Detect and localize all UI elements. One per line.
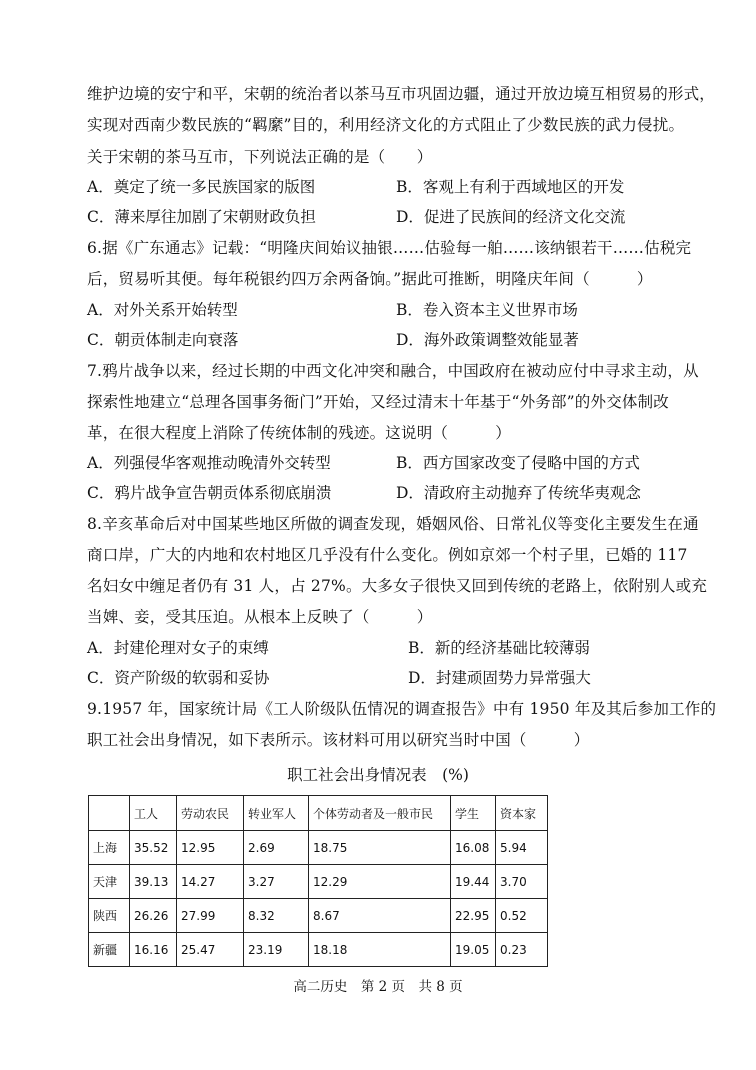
question-8-line: 8.辛亥革命后对中国某些地区所做的调查发现，婚姻风俗、日常礼仪等变化主要发生在通: [87, 515, 699, 533]
table-cell: 新疆: [89, 933, 130, 967]
table-cell: 天津: [89, 865, 130, 899]
question-7-line: 革，在很大程度上消除了传统体制的残迹。这说明（ ）: [87, 424, 511, 442]
table-cell: 23.19: [244, 933, 309, 967]
table-row: [89, 933, 548, 967]
option-b: B．客观上有利于西域地区的开发: [396, 178, 625, 196]
table-cell: 12.29: [309, 865, 451, 899]
question-6-line: 后，贸易听其便。每年税银约四万余两备饷。”据此可推断，明隆庆年间（ ）: [87, 270, 653, 288]
question-prompt: 关于宋朝的茶马互市，下列说法正确的是（ ）: [87, 148, 433, 166]
option-d: D．促进了民族间的经济文化交流: [396, 208, 626, 226]
option-a: A．列强侵华客观推动晚清外交转型: [87, 454, 331, 472]
option-b: B．卷入资本主义世界市场: [396, 301, 578, 319]
table-cell: 26.26: [130, 899, 177, 933]
option-b: B．西方国家改变了侵略中国的方式: [396, 454, 640, 472]
table-cell: 8.67: [309, 899, 451, 933]
question-8-line: 商口岸，广大的内地和农村地区几乎没有什么变化。例如京郊一个村子里，已婚的 117: [87, 546, 688, 564]
table-cell: 12.95: [177, 831, 244, 865]
table-cell: 2.69: [244, 831, 309, 865]
table-title: 职工社会出身情况表 (%): [287, 766, 469, 784]
table-cell: 陕西: [89, 899, 130, 933]
option-d: D．海外政策调整效能显著: [396, 331, 579, 349]
table-cell: 8.32: [244, 899, 309, 933]
question-9-line: 职工社会出身情况，如下表所示。该材料可用以研究当时中国（ ）: [87, 731, 590, 749]
table-cell: 3.27: [244, 865, 309, 899]
header-cell: 学生: [451, 796, 496, 831]
text-line: 维护边境的安宁和平，宋朝的统治者以茶马互市巩固边疆，通过开放边境互相贸易的形式，: [87, 85, 716, 103]
question-9-line: 9.1957 年，国家统计局《工人阶级队伍情况的调查报告》中有 1950 年及其后参加工作的: [87, 700, 717, 718]
table-cell: 16.08: [451, 831, 496, 865]
table-cell: 14.27: [177, 865, 244, 899]
option-b: B．新的经济基础比较薄弱: [408, 639, 590, 657]
table-cell: 18.18: [309, 933, 451, 967]
table-cell: 16.16: [130, 933, 177, 967]
option-a: A．对外关系开始转型: [87, 301, 238, 319]
table-cell: 35.52: [130, 831, 177, 865]
table-row: [89, 899, 548, 933]
data-table: [88, 795, 548, 967]
option-c: C．资产阶级的软弱和妥协: [87, 669, 270, 687]
header-cell: 转业军人: [244, 796, 309, 831]
question-7-line: 7.鸦片战争以来，经过长期的中西文化冲突和融合，中国政府在被动应付中寻求主动，从: [87, 362, 699, 380]
option-d: D．清政府主动抛弃了传统华夷观念: [396, 484, 641, 502]
question-8-line: 名妇女中缠足者仍有 31 人，占 27%。大多女子很快又回到传统的老路上，依附别人或充: [87, 577, 708, 595]
table-cell: 0.23: [496, 933, 548, 967]
table-row: [89, 831, 548, 865]
table-cell: 19.05: [451, 933, 496, 967]
option-c: C．鸦片战争宣告朝贡体系彻底崩溃: [87, 484, 332, 502]
table-cell: 22.95: [451, 899, 496, 933]
table-cell: 18.75: [309, 831, 451, 865]
header-cell: 工人: [130, 796, 177, 831]
option-a: A．封建伦理对女子的束缚: [87, 639, 269, 657]
page-footer: 高二历史 第 2 页 共 8 页: [293, 979, 463, 995]
option-d: D．封建顽固势力异常强大: [408, 669, 591, 687]
question-8-line: 当婢、妾，受其压迫。从根本上反映了（ ）: [87, 608, 433, 626]
table-cell: 0.52: [496, 899, 548, 933]
table-cell: 19.44: [451, 865, 496, 899]
header-cell: [89, 796, 130, 831]
table-row: [89, 865, 548, 899]
option-c: C．薄来厚往加剧了宋朝财政负担: [87, 208, 316, 226]
text-line: 实现对西南少数民族的“羁縻”目的，利用经济文化的方式阻止了少数民族的武力侵扰。: [87, 116, 685, 134]
table-cell: 25.47: [177, 933, 244, 967]
header-cell: 劳动农民: [177, 796, 244, 831]
table-cell: 39.13: [130, 865, 177, 899]
header-cell: 资本家: [496, 796, 548, 831]
table-cell: 上海: [89, 831, 130, 865]
table-cell: 27.99: [177, 899, 244, 933]
header-cell: 个体劳动者及一般市民: [309, 796, 451, 831]
table-cell: 3.70: [496, 865, 548, 899]
table-header-row: [89, 796, 548, 831]
question-6-line: 6.据《广东通志》记载：“明隆庆间始议抽银……估验每一舶……该纳银若干……估税完: [87, 239, 692, 257]
table-cell: 5.94: [496, 831, 548, 865]
question-7-line: 探索性地建立“总理各国事务衙门”开始，又经过清末十年基于“外务部”的外交体制改: [87, 393, 669, 411]
option-c: C．朝贡体制走向衰落: [87, 331, 239, 349]
option-a: A．奠定了统一多民族国家的版图: [87, 178, 316, 196]
